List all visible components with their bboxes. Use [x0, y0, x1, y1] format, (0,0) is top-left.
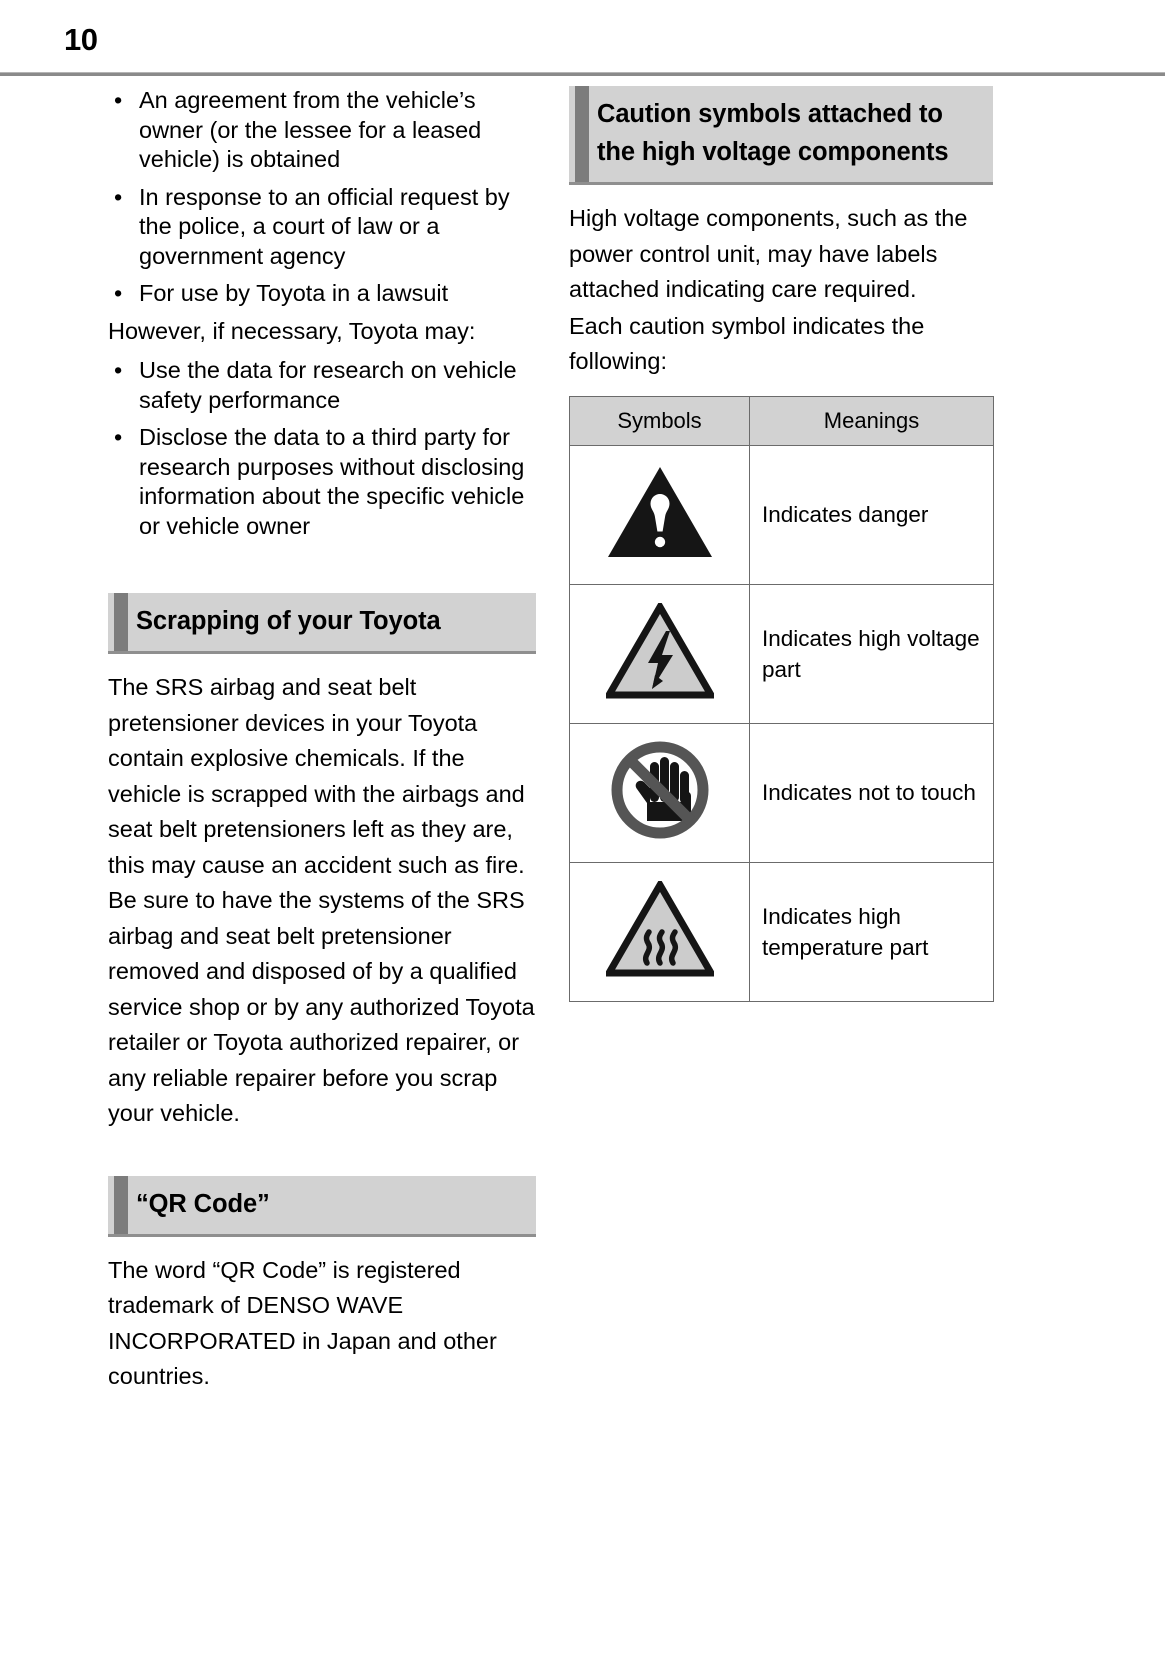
table-header-row — [570, 396, 994, 445]
each-symbol-paragraph: Each caution symbol indicates the following: — [569, 312, 925, 374]
do-not-touch-hand-icon — [608, 738, 712, 842]
meaning-cell: Indicates high voltage part — [750, 584, 994, 723]
right-column — [569, 86, 993, 1002]
table-row — [570, 723, 994, 862]
list-item — [108, 86, 536, 175]
list-item — [108, 423, 536, 541]
list-item-text: For use by Toyota in a lawsuit — [139, 280, 449, 306]
however-paragraph: However, if necessary, Toyota may: — [108, 317, 476, 344]
symbol-cell — [570, 723, 750, 862]
spacer — [108, 549, 536, 593]
list-item — [108, 356, 536, 415]
list-item — [108, 279, 536, 309]
spacer — [108, 654, 536, 670]
section-heading-qr-code — [108, 1176, 536, 1237]
section-heading-label: “QR Code” — [136, 1189, 270, 1218]
bullet-icon: • — [114, 280, 123, 306]
table-row — [570, 445, 994, 584]
header-divider — [0, 72, 1165, 76]
section-heading-caution-symbols — [569, 86, 993, 185]
disclosure-conditions-list — [108, 86, 536, 309]
symbol-cell — [570, 584, 750, 723]
page-number: 10 — [64, 22, 98, 57]
spacer — [108, 1132, 536, 1176]
list-item-text: Use the data for research on vehicle safety performance — [139, 357, 517, 413]
bullet-icon: • — [114, 87, 123, 113]
symbol-cell — [570, 445, 750, 584]
warning-triangle-exclamation-icon — [606, 464, 714, 560]
section-heading-label: Caution symbols attached to the high voltage components — [597, 100, 949, 166]
list-item-text: In response to an official request by the police, a court of law or a government agency — [139, 183, 510, 269]
high-temperature-heat-icon — [606, 881, 714, 977]
left-column — [108, 86, 536, 1395]
meaning-cell: Indicates high temperature part — [750, 862, 994, 1001]
high-voltage-paragraph: High voltage components, such as the power control unit, may have labels attached indicating care required. — [569, 205, 968, 302]
column-header-symbols: Symbols — [570, 396, 750, 445]
table-row — [570, 584, 994, 723]
bullet-icon: • — [114, 357, 123, 383]
table-row — [570, 862, 994, 1001]
list-item — [108, 183, 536, 272]
section-heading-scrapping — [108, 593, 536, 654]
high-voltage-lightning-icon — [606, 603, 714, 699]
bullet-icon: • — [114, 424, 123, 450]
scrapping-body-paragraph: The SRS airbag and seat belt pretensioner devices in your Toyota contain explosive chemicals. If the vehicle is scrapped with the airbags and seat belt pretensioners left as they are, this may cause an accident such as fire. Be sure to have the systems of the SRS airbag and seat belt pretensioner removed and disposed of by a qualified service shop or by any authorized Toyota retailer or Toyota authorized repairer, or any reliable repairer before you scrap your vehicle. — [108, 674, 535, 1126]
meaning-cell: Indicates danger — [750, 445, 994, 584]
symbol-cell — [570, 862, 750, 1001]
list-item-text: An agreement from the vehicle’s owner (or the lessee for a leased vehicle) is obtained — [139, 87, 482, 172]
toyota-permitted-uses-list — [108, 356, 536, 541]
qr-code-body-paragraph: The word “QR Code” is registered trademark of DENSO WAVE INCORPORATED in Japan and other countries. — [108, 1256, 497, 1389]
caution-symbols-table — [569, 396, 994, 1002]
bullet-icon: • — [114, 183, 123, 210]
list-item-text: Disclose the data to a third party for research purposes without disclosing information about the specific vehicle or vehicle owner — [139, 424, 525, 539]
page-header — [0, 0, 1165, 76]
spacer — [569, 185, 993, 201]
section-heading-label: Scrapping of your Toyota — [136, 607, 441, 635]
column-header-meanings: Meanings — [750, 396, 994, 445]
meaning-cell: Indicates not to touch — [750, 723, 994, 862]
spacer — [108, 1237, 536, 1253]
